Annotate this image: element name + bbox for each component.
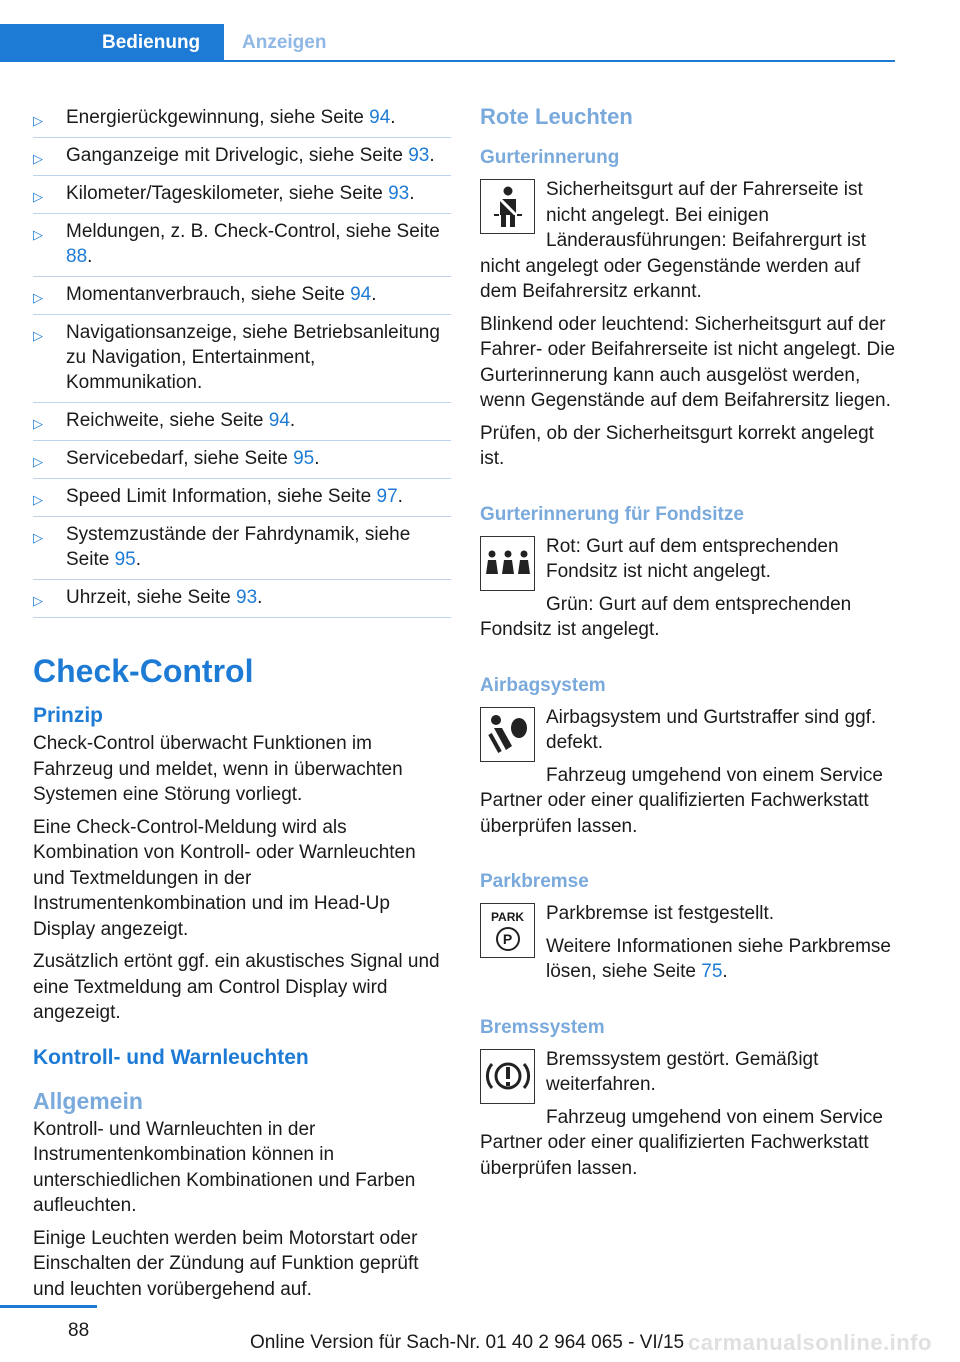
page-ref-link[interactable]: 94 xyxy=(268,410,290,431)
page-ref-link[interactable]: 88 xyxy=(66,246,88,267)
list-item-text: Reichweite, siehe Seite xyxy=(66,410,269,431)
page-number: 88 xyxy=(68,1320,90,1341)
list-item xyxy=(33,138,451,176)
list-item-end: . xyxy=(289,410,296,431)
parkbremse-paragraph-2-end: . xyxy=(722,961,728,982)
triangle-bullet-icon: ▷ xyxy=(33,454,43,469)
triangle-bullet-icon: ▷ xyxy=(33,189,43,204)
list-item xyxy=(33,176,451,214)
prinzip-paragraph-1: Check-Control überwacht Funktionen im Fahrzeug und meldet, wenn in überwachten Systemen eine Störung vorliegt. xyxy=(33,733,403,805)
list-item-end: . xyxy=(390,107,396,128)
parkbremse-heading: Parkbremse xyxy=(480,871,589,892)
parkbremse-paragraph-2 xyxy=(480,934,900,985)
airbag-text: Airbagsystem und Gurtstraffer sind ggf. defekt. xyxy=(546,706,877,753)
page-ref-link[interactable]: 93 xyxy=(408,145,430,166)
allgemein-paragraph-2: Einige Leuchten werden beim Motorstart oder Einschalten der Zündung auf Funktion geprüft und leuchten vorübergehend auf. xyxy=(33,1227,419,1300)
page-ref-link[interactable]: 97 xyxy=(376,486,398,507)
left-column xyxy=(33,100,451,1302)
bremssystem-paragraph-2: Fahrzeug umgehend von einem Service Partner oder einer qualifizierten Fachwerkstatt überprüfen lassen. xyxy=(480,1106,883,1179)
gurterinnerung-section xyxy=(480,145,900,472)
parkbremse-text: Parkbremse ist festgestellt. xyxy=(546,903,775,924)
triangle-bullet-icon: ▷ xyxy=(33,593,43,608)
list-item xyxy=(33,517,451,580)
list-item-text: Kilometer/Tageskilometer, siehe Seite xyxy=(66,183,389,204)
list-item xyxy=(33,441,451,479)
fondsitze-text: Rot: Gurt auf dem entsprechenden Fondsitz ist nicht angelegt. xyxy=(546,535,839,582)
triangle-bullet-icon: ▷ xyxy=(33,492,43,507)
bremssystem-section xyxy=(480,1015,900,1182)
prinzip-paragraph-2: Eine Check-Control-Meldung wird als Kombination von Kontroll- oder Warnleuchten und Textmeldungen in der Instrumentenkombination und im Head-Up Display angezeigt. xyxy=(33,816,416,940)
gurterinnerung-paragraph-2: Blinkend oder leuchtend: Sicherheitsgurt auf der Fahrer- oder Beifahrerseite ist nicht angelegt. Die Gurterinnerung kann auch ausgelöst werden, wenn Gegenstände auf dem Beifahrersitz liegen. xyxy=(480,313,896,411)
triangle-bullet-icon: ▷ xyxy=(33,530,43,545)
list-item xyxy=(33,315,451,403)
bremssystem-heading: Bremssystem xyxy=(480,1016,605,1038)
list-item xyxy=(33,277,451,315)
list-item-text: Speed Limit Information, siehe Seite xyxy=(66,486,377,507)
list-item-text: Navigationsanzeige, siehe Betriebsanleitung zu Navigation, Entertainment, Kommunikation. xyxy=(66,322,440,393)
list-item-text: Ganganzeige mit Drivelogic, siehe Seite xyxy=(66,145,409,166)
list-item-text: Uhrzeit, siehe Seite xyxy=(66,587,237,608)
list-item-end: . xyxy=(409,183,415,204)
triangle-bullet-icon: ▷ xyxy=(33,290,43,305)
watermark: carmanualsonline.info xyxy=(688,1330,932,1355)
list-item-end: . xyxy=(87,246,93,267)
parkbremse-paragraph-2-text: Weitere Informationen siehe Parkbremse lösen, siehe Seite xyxy=(546,935,891,982)
allgemein-paragraph-1: Kontroll- und Warnleuchten in der Instrumentenkombination können in unterschiedlichen Kombinationen und Farben aufleuchten. xyxy=(33,1118,416,1216)
tab-bedienung[interactable]: Bedienung xyxy=(0,24,224,62)
list-item-end: . xyxy=(429,145,435,166)
display-list xyxy=(33,100,451,618)
gurterinnerung-paragraph-3: Prüfen, ob der Sicherheitsgurt korrekt angelegt ist. xyxy=(480,422,874,469)
page-ref-link[interactable]: 95 xyxy=(114,549,136,570)
page-ref-link[interactable]: 93 xyxy=(236,587,258,608)
parkbremse-section xyxy=(480,869,900,985)
kontroll-title: Kontroll- und Warnleuchten xyxy=(33,1045,309,1069)
park-label: PARK xyxy=(490,909,525,924)
triangle-bullet-icon: ▷ xyxy=(33,151,43,166)
list-item xyxy=(33,214,451,277)
airbag-paragraph-2: Fahrzeug umgehend von einem Service Partner oder einer qualifizierten Fachwerkstatt überprüfen lassen. xyxy=(480,764,883,837)
right-column xyxy=(480,100,900,1181)
online-version-text: Online Version für Sach-Nr. 01 40 2 964 065 - VI/15 xyxy=(250,1332,685,1353)
list-item-end: . xyxy=(135,549,142,570)
triangle-bullet-icon: ▷ xyxy=(33,227,43,242)
page-ref-75[interactable]: 75 xyxy=(701,961,723,982)
list-item-end: . xyxy=(397,486,403,507)
list-item-text: Momentanverbrauch, siehe Seite xyxy=(66,284,351,305)
park-letter: P xyxy=(502,930,513,947)
header-rule xyxy=(0,60,895,62)
list-item xyxy=(33,100,451,138)
fondsitze-heading: Gurterinnerung für Fondsitze xyxy=(480,503,744,525)
list-item xyxy=(33,580,451,618)
bremssystem-text: Bremssystem gestört. Gemäßigt weiterfahren. xyxy=(546,1048,819,1095)
check-control-title: Check-Control xyxy=(33,653,254,689)
prinzip-title: Prinzip xyxy=(33,704,104,727)
list-item-end: . xyxy=(371,284,377,305)
gurterinnerung-text: Sicherheitsgurt auf der Fahrerseite ist nicht angelegt. Bei einigen Länderausführungen: Beifahrergurt ist nicht angelegt oder Gegenstände werden auf dem Beifahrersitz erkannt. xyxy=(480,179,867,302)
footer-rule xyxy=(0,1305,97,1308)
park-circle xyxy=(496,927,520,951)
rear-seatbelt-icon xyxy=(480,536,535,591)
list-item xyxy=(33,479,451,517)
airbag-heading: Airbagsystem xyxy=(480,674,606,696)
airbag-section xyxy=(480,673,900,840)
triangle-bullet-icon: ▷ xyxy=(33,113,43,128)
list-item-text: Meldungen, z. B. Check-Control, siehe Seite xyxy=(66,221,440,242)
triangle-bullet-icon: ▷ xyxy=(33,328,43,343)
allgemein-title: Allgemein xyxy=(33,1087,143,1114)
airbag-icon xyxy=(480,707,535,762)
brake-system-icon xyxy=(480,1049,535,1104)
fondsitze-section xyxy=(480,502,900,643)
list-item-end: . xyxy=(314,448,320,469)
page-ref-link[interactable]: 95 xyxy=(293,448,315,469)
list-item-end: . xyxy=(257,587,263,608)
rote-leuchten-title: Rote Leuchten xyxy=(480,104,633,129)
gurterinnerung-heading: Gurterinnerung xyxy=(480,147,620,168)
parking-brake-icon xyxy=(480,903,535,958)
list-item-text: Servicebedarf, siehe Seite xyxy=(66,448,294,469)
prinzip-paragraph-3: Zusätzlich ertönt ggf. ein akustisches Signal und eine Textmeldung am Control Display wird angezeigt. xyxy=(33,951,440,1023)
header-tabs xyxy=(0,24,895,62)
page-ref-link[interactable]: 93 xyxy=(388,183,410,204)
fondsitze-paragraph-2: Grün: Gurt auf dem entsprechenden Fondsitz ist angelegt. xyxy=(480,593,852,640)
seatbelt-icon xyxy=(480,179,535,234)
page-ref-link[interactable]: 94 xyxy=(369,107,391,128)
triangle-bullet-icon: ▷ xyxy=(33,416,43,431)
list-item-text: Energierückgewinnung, siehe Seite xyxy=(66,107,370,128)
list-item xyxy=(33,403,451,441)
tab-anzeigen[interactable]: Anzeigen xyxy=(242,32,327,53)
list-item-text: Systemzustände der Fahrdynamik, siehe Seite xyxy=(66,524,411,570)
page-ref-link[interactable]: 94 xyxy=(350,284,372,305)
